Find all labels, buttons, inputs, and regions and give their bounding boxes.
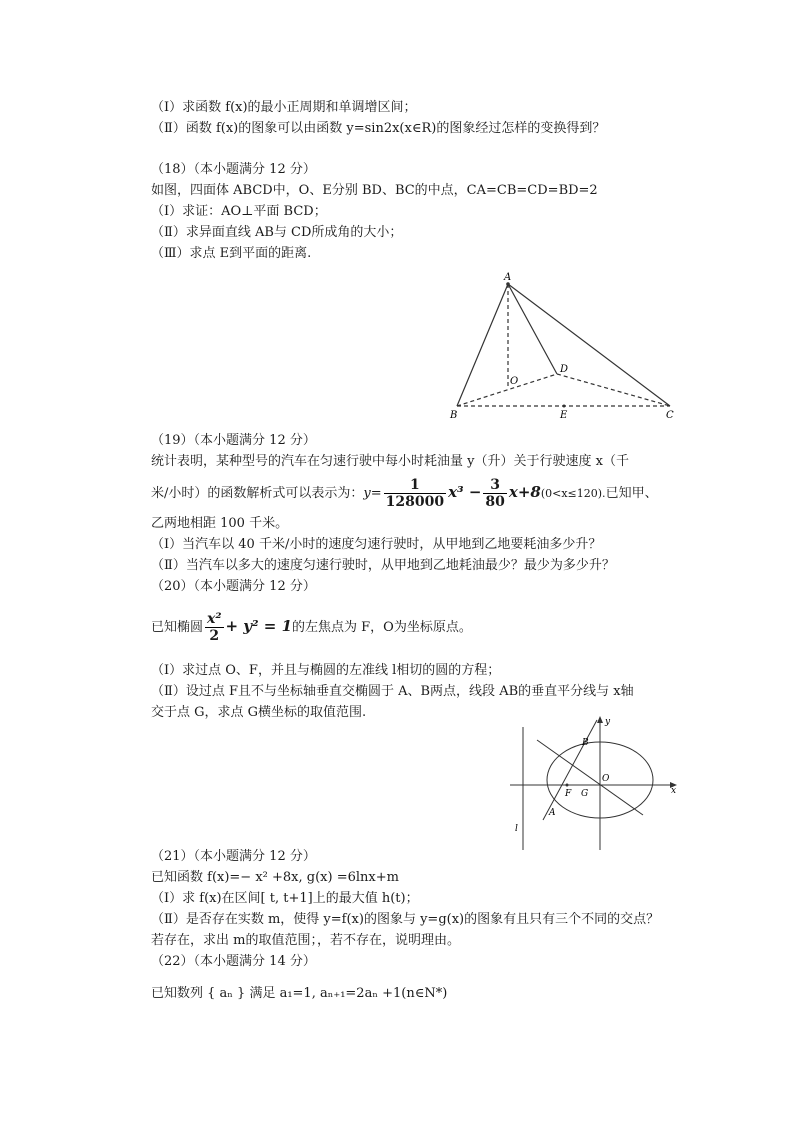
q20-ellipse-num: x² xyxy=(207,611,222,627)
q19-domain: (0<x≤120). xyxy=(540,487,606,500)
label-c: C xyxy=(666,410,674,421)
label-b2: B xyxy=(582,738,589,748)
q21-part2b: 若存在，求出 m的取值范围；，若不存在，说明理由。 xyxy=(151,933,460,948)
q19-frac2-den: 80 xyxy=(485,494,505,510)
q20-stem-prefix: 已知椭圆 xyxy=(151,620,204,635)
q20-ellipse-tail: + y² = 1 xyxy=(225,617,293,635)
q18-stem: 如图，四面体 ABCD中，O、E分别 BD、BC的中点，CA=CB=CD=BD=2 xyxy=(151,183,598,198)
line-ab xyxy=(543,720,597,820)
q20-ellipse-den: 2 xyxy=(209,628,220,644)
q19-part2: （Ⅱ）当汽车以多大的速度匀速行驶时，从甲地到乙地耗油最少？最少为多少升？ xyxy=(151,558,615,573)
q21-part2: （Ⅱ）是否存在实数 m，使得 y=f(x)的图象与 y=g(x)的图象有且只有三个不同的交点？ xyxy=(151,912,660,927)
q19-stem2-suffix: 已知甲、 xyxy=(605,486,658,501)
q19-frac1 xyxy=(384,477,446,510)
q21-part1: （Ⅰ）求 f(x)在区间[ t, t+1]上的最大值 h(t)； xyxy=(151,891,419,906)
edge-ac xyxy=(508,284,670,406)
q19-header: （19）（本小题满分 12 分） xyxy=(151,433,316,448)
q22-header: （22）（本小题满分 14 分） xyxy=(151,954,316,969)
q19-stem2-prefix: 米/小时）的函数解析式可以表示为： xyxy=(151,486,364,501)
q20-part1: （Ⅰ）求过点 O、F，并且与椭圆的左准线 l相切的圆的方程； xyxy=(151,663,501,678)
label-a: A xyxy=(504,272,512,283)
q20-stem xyxy=(151,606,472,648)
edge-ad xyxy=(508,284,557,374)
q18-part3: （Ⅲ）求点 E到平面的距离. xyxy=(151,246,312,261)
edge-bd xyxy=(457,374,557,406)
q19-stem3: 乙两地相距 100 千米。 xyxy=(151,516,289,531)
q18-header: （18）（本小题满分 12 分） xyxy=(151,162,316,177)
q20-part2b: 交于点 G，求点 G横坐标的取值范围. xyxy=(151,705,367,720)
label-o2: O xyxy=(602,774,610,784)
label-f: F xyxy=(565,789,572,799)
q21-header: （21）（本小题满分 12 分） xyxy=(151,849,316,864)
q19-formula-line xyxy=(151,474,658,512)
q19-stem1: 统计表明，某种型号的汽车在匀速行驶中每小时耗油量 y（升）关于行驶速度 x（千 xyxy=(151,454,629,469)
q20-header: （20）（本小题满分 12 分） xyxy=(151,579,316,594)
label-l: l xyxy=(515,824,518,834)
q19-part1: （Ⅰ）当汽车以 40 千米/小时的速度匀速行驶时，从甲地到乙地要耗油多少升？ xyxy=(151,537,602,552)
q17-part1: （Ⅰ）求函数 f(x)的最小正周期和单调增区间； xyxy=(151,100,417,115)
label-x: x xyxy=(671,786,677,796)
q19-x-cubed: x³ − xyxy=(448,483,482,501)
y-axis-arrow xyxy=(597,716,603,723)
q20-ellipse-frac xyxy=(205,611,223,644)
label-a2: A xyxy=(549,808,556,818)
q22-stem: 已知数列 { aₙ } 满足 a₁=1, aₙ₊₁=2aₙ +1(n∈N*) xyxy=(151,986,448,1001)
q18-part2: （Ⅱ）求异面直线 AB与 CD所成角的大小； xyxy=(151,225,403,240)
ellipse-figure xyxy=(505,715,685,855)
q19-formula-y: y= xyxy=(363,486,382,501)
q20-stem-suffix: 的左焦点为 F，O为坐标原点。 xyxy=(292,620,472,635)
q21-stem: 已知函数 f(x)=− x² +8x, g(x) =6lnx+m xyxy=(151,870,399,885)
q19-formula-tail: x+8 xyxy=(508,483,541,501)
q20-part2: （Ⅱ）设过点 F且不与坐标轴垂直交椭圆于 A、B两点，线段 AB的垂直平分线与 x轴 xyxy=(151,684,634,699)
perpendicular-bisector xyxy=(537,740,643,815)
label-g: G xyxy=(581,789,589,799)
q17-part2: （Ⅱ）函数 f(x)的图象可以由函数 y=sin2x(x∈R)的图象经过怎样的变换得到？ xyxy=(151,121,606,136)
label-y: y xyxy=(605,717,611,727)
label-o: O xyxy=(510,376,519,387)
edge-ab xyxy=(457,284,508,406)
tetrahedron-figure xyxy=(440,268,690,428)
q19-frac2 xyxy=(483,477,506,510)
q19-frac1-den: 128000 xyxy=(385,494,445,510)
label-b: B xyxy=(450,410,458,421)
label-e: E xyxy=(560,410,568,421)
q18-part1: （Ⅰ）求证：AO⊥平面 BCD； xyxy=(151,204,327,219)
q19-frac2-num: 3 xyxy=(483,477,506,494)
edge-cd xyxy=(557,374,670,406)
q19-frac1-num: 1 xyxy=(384,477,446,494)
label-d: D xyxy=(560,364,569,375)
